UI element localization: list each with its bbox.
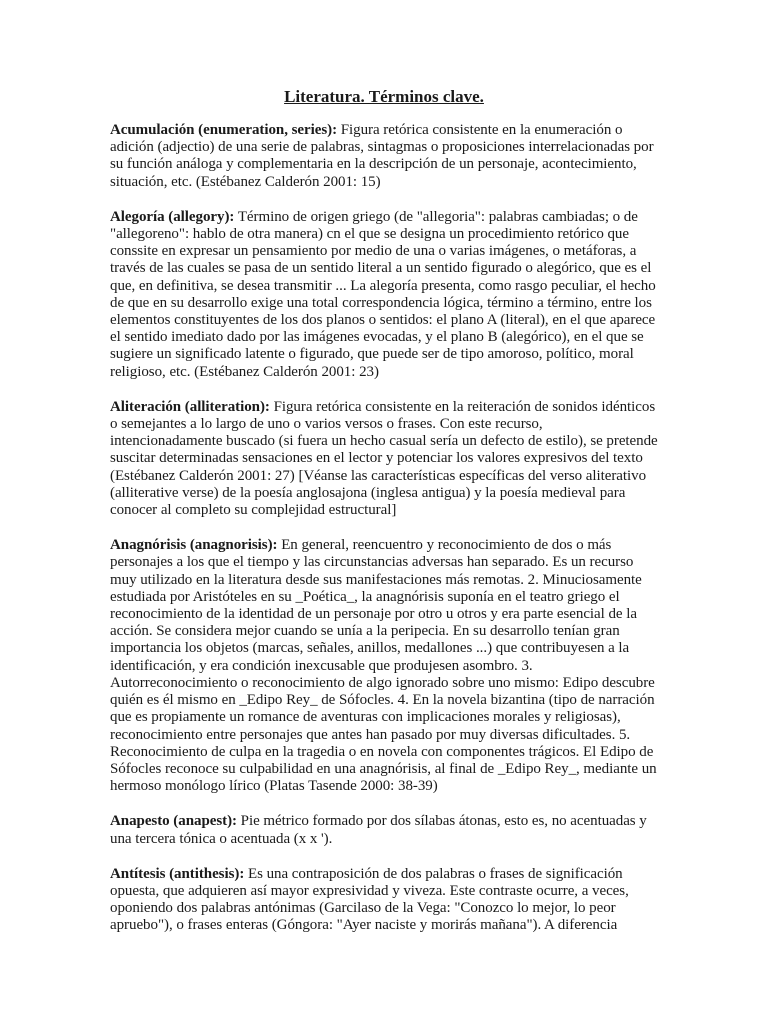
glossary-entry-anapesto — [110, 813, 658, 847]
entry-term: Anagnórisis (anagnorisis): — [110, 537, 278, 554]
entry-definition: En general, reencuentro y reconocimiento de dos o más personajes a los que el tiempo y las circunstancias adversas han separado. Es un recurso muy utilizado en la literatura desde sus manifestaciones más remotas. 2. Minuciosamente estudiada por Aristóteles en su _Poética_, la anagnórisis suponía en el teatro griego el reconocimiento de la identidad de un personaje por otro u otros y era parte esencial de la acción. Se considera mejor cuando se unía a la peripecia. En su desarrollo tenían gran importancia los objetos (marcas, señales, anillos, medallones ...) que contribuyesen a la identificación, y era condición inexcusable que produjesen asombro. 3. Autorreconocimiento o reconocimiento de algo ignorado sobre uno mismo: Edipo descubre quién es él mismo en _Edipo Rey_ de Sófocles. 4. En la novela bizantina (tipo de narración que es propiamente un romance de aventuras con implicaciones morales y religiosas), reconocimiento entre personajes que antes han pasado por muy diversas dificultades. 5. Reconocimiento de culpa en la tragedia o en novela con componentes trágicos. El Edipo de Sófocles reconoce su culpabilidad en una anagnórisis, al final de _Edipo Rey_, mediante un hermoso monólogo lírico (Platas Tasende 2000: 38-39) — [110, 537, 657, 795]
document-page — [110, 86, 658, 953]
document-title: Literatura. Términos clave. — [284, 87, 484, 106]
entry-definition: Figura retórica consistente en la enumeración o adición (adjectio) de una serie de palabras, sintagmas o proposiciones interrelacionadas por su función análoga y complementaria en la descripción de un personaje, acontecimiento, situación, etc. (Estébanez Calderón 2001: 15) — [110, 122, 654, 190]
glossary-entry-alegoria — [110, 209, 658, 381]
entry-term: Alegoría (allegory): — [110, 208, 235, 225]
entry-term: Antítesis (antithesis): — [110, 865, 245, 882]
entry-term: Aliteración (alliteration): — [110, 398, 270, 415]
glossary-entry-antitesis — [110, 866, 658, 935]
entry-term: Acumulación (enumeration, series): — [110, 122, 338, 138]
entry-definition: Término de origen griego (de "allegoria": palabras cambiadas; o de "allegoreno": hablo de otra manera) cn el que se designa un procedimiento retórico que conssite en expresar un pensamiento por medio de una o varias imágenes, o metáforas, a través de las cuales se pasa de un sentido literal a un sentido figurado o alegórico, que es el que, en definitiva, se desea transmitir ... La alegoría presenta, como rasgo peculiar, el hecho de que en su desarrollo exige una total correspondencia lógica, término a término, entre los elementos constituyentes de los dos planos o sentidos: el plano A (literal), en el que aparece el sentido imediato dado por las imágenes evocadas, y el plano B (alegórico), en el que se sugiere un significado latente o figurado, que puede ser de tipo amoroso, político, moral religioso, etc. (Estébanez Calderón 2001: 23) — [110, 208, 656, 380]
glossary-entry-aliteracion — [110, 399, 658, 519]
entry-term: Anapesto (anapest): — [110, 813, 237, 830]
glossary-entry-anagnorisis — [110, 537, 658, 795]
entry-definition: Figura retórica consistente en la reiteración de sonidos idénticos o semejantes a lo largo de uno o varios versos o frases. Con este recurso, intencionadamente buscado (si fuera un hecho casual sería un defecto de estilo), se pretende suscitar determinadas sensaciones en el lector y potenciar los valores expresivos del texto (Estébanez Calderón 2001: 27) [Véanse las características específicas del verso aliterativo (alliterative verse) de la poesía anglosajona (inglesa antigua) y la poesía medieval para conocer al completo su complejidad estructural] — [110, 398, 658, 519]
entry-definition: Pie métrico formado por dos sílabas átonas, esto es, no acentuadas y una tercera tónica o acentuada (x x '). — [110, 813, 647, 847]
entry-definition: Es una contraposición de dos palabras o frases de significación opuesta, que adquieren así mayor expresividad y viveza. Este contraste ocurre, a veces, oponiendo dos palabras antónimas (Garcilaso de la Vega: "Conozco lo mejor, lo peor apruebo"), o frases enteras (Góngora: "Ayer naciste y morirás mañana"). A diferencia — [110, 865, 629, 934]
glossary-entry-acumulacion — [110, 122, 658, 191]
